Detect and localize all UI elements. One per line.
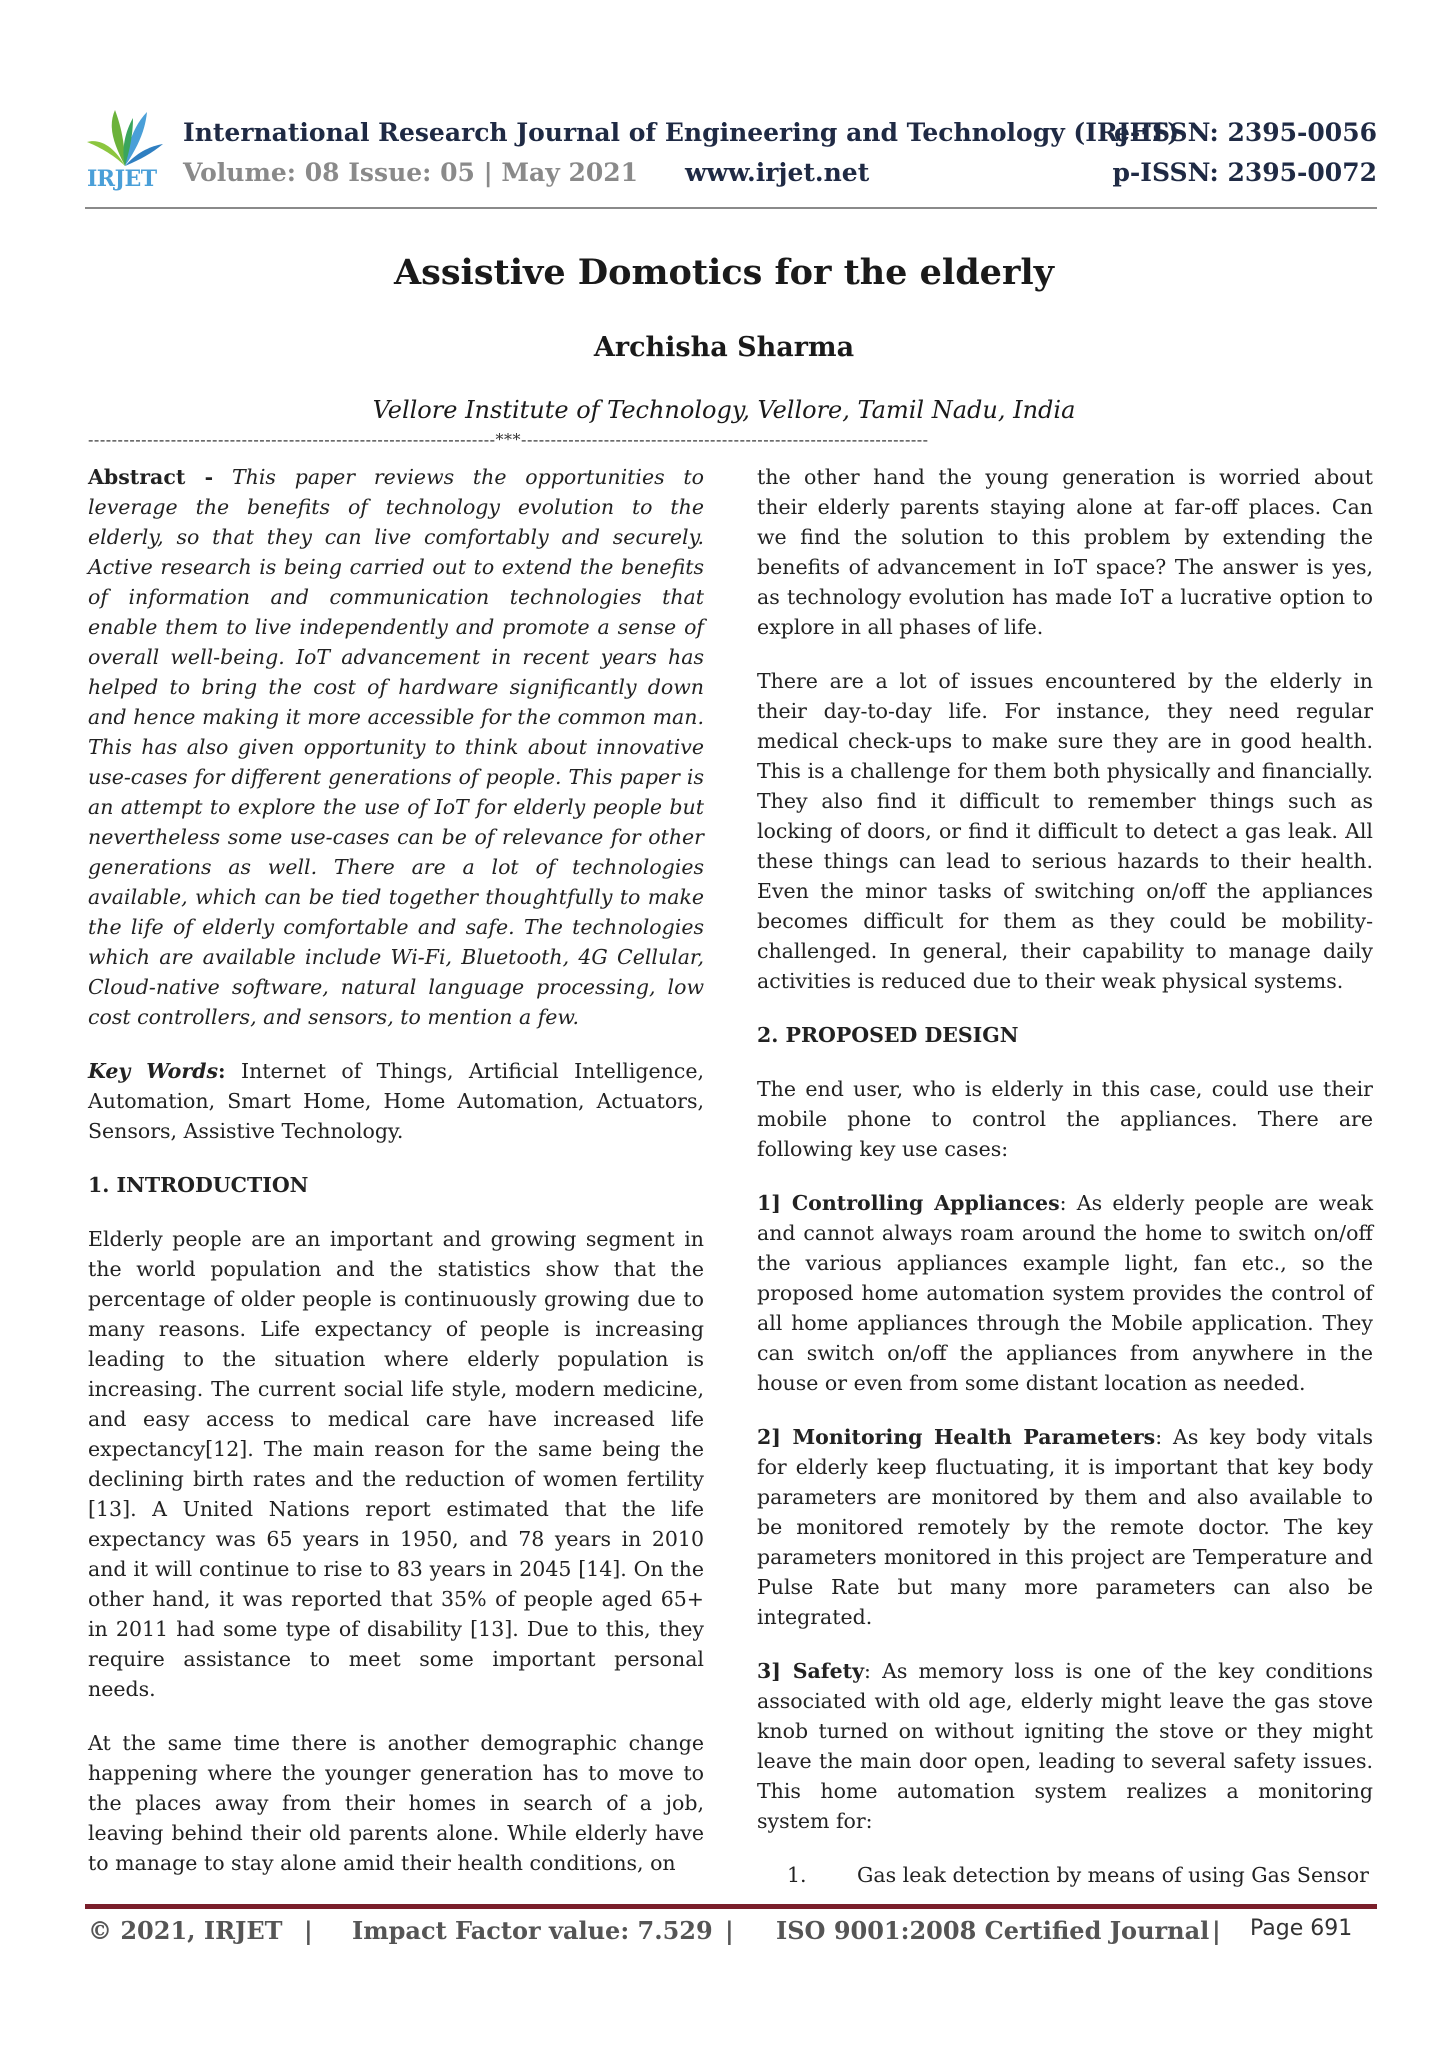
p-issn: p-ISSN: 2395-0072 xyxy=(1112,158,1377,187)
use-case-3-label: 3] Safety xyxy=(757,1659,865,1683)
logo-text: IRJET xyxy=(87,166,157,192)
abstract-text: This paper reviews the opportunities to leverage the benefits of technology evolution to the elderly, so that they can live comfortably and securely. Active research is being carried out to extend the benefits of information and communication technologies that enable them to live independently and promote a sense of overall well-being. IoT advancement in recent years has helped to bring the cost of hardware significantly down and hence making it more accessible for the common man. This has also given opportunity to think about innovative use-cases for different generations of people. This paper is an attempt to explore the use of IoT for elderly people but nevertheless some use-cases can be of relevance for other generations as well. There are a lot of technologies available, which can be tied together thoughtfully to make the life of elderly comfortable and safe. The technologies which are available include Wi-Fi, Bluetooth, 4G Cellular, Cloud-native software, natural language processing, low cost controllers, and sensors, to mention a few. xyxy=(88,465,704,1029)
list-item-number: 1. xyxy=(787,1863,807,1887)
keywords-label: Key Words xyxy=(88,1059,219,1083)
use-case-2-text: : As key body vitals for elderly keep fluctuating, it is important that key body parameters are monitored by them and also available to be monitored remotely by the remote doctor. The key parameters monitored in this project are Temperature and Pulse Rate but many more parameters can also be integrated. xyxy=(757,1425,1374,1629)
section-separator: ---------------------------------------------------------------------***--------------------------------------------------------------------- xyxy=(88,430,929,449)
journal-url[interactable]: www.irjet.net xyxy=(685,158,870,187)
page-number: Page 691 xyxy=(1250,1916,1353,1941)
header-divider xyxy=(85,207,1377,209)
use-case-1-text: : As elderly people are weak and cannot always roam around the home to switch on/off the various appliances example light, fan etc., so the proposed home automation system provides the control of all home appliances through the Mobile application. They can switch on/off the appliances from anywhere in the house or even from some distant location as needed. xyxy=(757,1191,1374,1395)
copyright: © 2021, IRJET xyxy=(88,1916,283,1945)
proposed-design-heading: 2. PROPOSED DESIGN xyxy=(757,1023,1019,1047)
journal-name: International Research Journal of Engineering and Technology (IRJET) xyxy=(183,118,1180,147)
irjet-logo xyxy=(85,106,165,202)
e-issn: e-ISSN: 2395-0056 xyxy=(1114,118,1377,147)
use-case-3-text: : As memory loss is one of the key conditions associated with old age, elderly might leave the gas stove knob turned on without igniting the stove or they might leave the main door open, leading to several safety issues. This home automation system realizes a monitoring system for: xyxy=(757,1659,1373,1833)
iso-certification: ISO 9001:2008 Certified Journal xyxy=(776,1916,1210,1945)
list-item-text: Gas leak detection by means of using Gas Sensor xyxy=(857,1863,1369,1887)
introduction-heading: 1. INTRODUCTION xyxy=(88,1173,309,1197)
journal-footer xyxy=(88,1916,1378,1956)
author-affiliation: Vellore Institute of Technology, Vellore, Tamil Nadu, India xyxy=(372,396,1076,424)
intro-paragraph-1: Elderly people are an important and growing segment in the world population and the statistics show that the percentage of older people is continuously growing due to many reasons. Life expectancy of people is increasing leading to the situation where elderly population is increasing. The current social life style, modern medicine, and easy access to medical care have increased life expectancy[12]. The main reason for the same being the declining birth rates and the reduction of women fertility [13]. A United Nations report estimated that the life expectancy was 65 years in 1950, and 78 years in 2010 and it will continue to rise to 83 years in 2045 [14]. On the other hand, it was reported that 35% of people aged 65+ in 2011 had some type of disability [13]. Due to this, they require assistance to meet some important personal needs. xyxy=(88,1227,704,1701)
footer-divider xyxy=(85,1904,1377,1909)
impact-factor: Impact Factor value: 7.529 xyxy=(352,1916,713,1945)
keywords: Key Words: Internet of Things, Artificial Intelligence, Automation, Smart Home, Home Automation, Actuators, Sensors, Assistive Technology. xyxy=(88,1059,704,1143)
footer-separator: | xyxy=(1212,1916,1221,1945)
intro-paragraph-3: There are a lot of issues encountered by the elderly in their day-to-day life. For instance, they need regular medical check-ups to make sure they are in good health. This is a challenge for them both physically and financially. They also find it difficult to remember things such as locking of doors, or find it difficult to detect a gas leak. All these things can lead to serious hazards to their health. Even the minor tasks of switching on/off the appliances becomes difficult for them as they could be mobility-challenged. In general, their capability to manage daily activities is reduced due to their weak physical systems. xyxy=(757,669,1373,993)
use-case-2-label: 2] Monitoring Health Parameters xyxy=(757,1425,1156,1449)
intro-paragraph-2-continued: the other hand the young generation is worried about their elderly parents staying alone at far-off places. Can we find the solution to this problem by extending the benefits of advancement in IoT space? The answer is yes, as technology evolution has made IoT a lucrative option to explore in all phases of life. xyxy=(757,465,1373,639)
footer-separator: | xyxy=(304,1916,313,1945)
design-paragraph-1: The end user, who is elderly in this case, could use their mobile phone to control the appliances. There are following key use cases: xyxy=(757,1077,1373,1161)
journal-header xyxy=(85,100,1377,210)
leaf-logo-icon xyxy=(85,106,165,168)
use-case-monitoring-health xyxy=(757,1422,1373,1632)
footer-separator: | xyxy=(725,1916,734,1945)
intro-paragraph-2: At the same time there is another demographic change happening where the younger generation has to move to the places away from their homes in search of a job, leaving behind their old parents alone. While elderly have to manage to stay alone amid their health conditions, on xyxy=(88,1731,704,1875)
abstract-label: Abstract - xyxy=(88,465,214,489)
volume-issue: Volume: 08 Issue: 05 | May 2021 xyxy=(183,158,639,187)
paper-title: Assistive Domotics for the elderly xyxy=(393,252,1055,293)
use-case-safety xyxy=(757,1656,1373,1836)
use-case-controlling-appliances xyxy=(757,1188,1373,1398)
keywords-text: Internet of Things, Artificial Intelligence, Automation, Smart Home, Home Automation, Actuators, Sensors, Assistive Technology. xyxy=(88,1059,704,1143)
left-column xyxy=(88,462,704,1902)
abstract xyxy=(88,462,704,1032)
list-item xyxy=(757,1860,1373,1890)
use-case-1-label: 1] Controlling Appliances xyxy=(757,1191,1060,1215)
author-name: Archisha Sharma xyxy=(593,332,855,363)
right-column xyxy=(757,462,1373,1890)
